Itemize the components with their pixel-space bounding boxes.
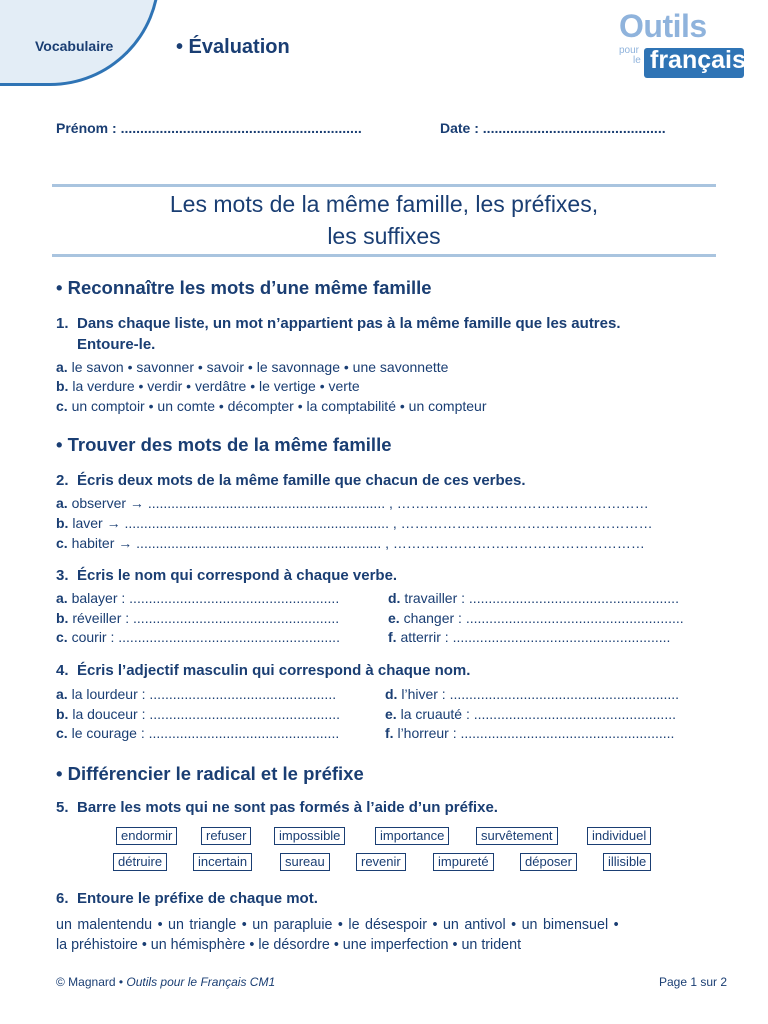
item-text: atterrir : ........................................................: [400, 629, 671, 645]
item-text: travailler : ......................................................: [404, 590, 679, 606]
q6-line-1[interactable]: un malentendu • un triangle • un parapluie • le désespoir • un antivol • un bimensuel •: [56, 917, 619, 933]
question-number: 4.: [56, 662, 69, 679]
word-box[interactable]: sureau: [280, 853, 330, 871]
q3-item-c[interactable]: [56, 629, 340, 645]
item-label: f.: [388, 629, 397, 645]
outils-pour-le-francais-logo: [617, 10, 747, 80]
footer-page-number: Page 1 sur 2: [659, 975, 728, 989]
question-number: 3.: [56, 567, 69, 584]
item-label: a.: [56, 495, 68, 511]
q1-item-c: [56, 398, 487, 414]
item-text: courir : .........................................................: [71, 629, 340, 645]
date-field[interactable]: Date : ...............................................: [440, 120, 666, 136]
item-text: la cruauté : ....................................................: [400, 706, 676, 722]
item-text: l’horreur : .......................................................: [397, 725, 675, 741]
word-box[interactable]: impureté: [433, 853, 494, 871]
item-label: d.: [388, 590, 401, 606]
logo-francais: français: [650, 46, 746, 74]
section-find-families: • Trouver des mots de la même famille: [56, 434, 392, 455]
section-radical-prefix: • Différencier le radical et le préfixe: [56, 763, 364, 784]
word-box[interactable]: détruire: [113, 853, 167, 871]
item-label: b.: [56, 610, 69, 626]
word-box[interactable]: déposer: [520, 853, 577, 871]
question-2-text: Écris deux mots de la même famille que chacun de ces verbes.: [77, 472, 526, 489]
item-text: la douceur : .................................................: [72, 706, 340, 722]
title-rule-top: [52, 184, 716, 187]
item-text: habiter → ............................................................... , ………………………………………………: [71, 535, 645, 551]
word-box[interactable]: refuser: [201, 827, 251, 845]
q4-item-c[interactable]: [56, 725, 339, 741]
q3-item-f[interactable]: [388, 629, 670, 645]
item-text: la verdure • verdir • verdâtre • le vertige • verte: [72, 378, 360, 394]
question-number: 1.: [56, 315, 69, 332]
item-label: a.: [56, 686, 68, 702]
q3-item-b[interactable]: [56, 610, 339, 626]
q2-item-a[interactable]: [56, 495, 649, 511]
word-box[interactable]: illisible: [603, 853, 651, 871]
section-recognize-families: • Reconnaître les mots d’une même famille: [56, 277, 432, 298]
item-text: laver → .................................................................... , ………………………………………………: [72, 515, 653, 531]
item-label: a.: [56, 359, 68, 375]
question-6-heading: [56, 890, 318, 907]
question-2-heading: [56, 472, 526, 489]
item-label: e.: [385, 706, 397, 722]
footer-copyright: [56, 975, 275, 989]
q4-item-a[interactable]: [56, 686, 336, 702]
question-6-text: Entoure le préfixe de chaque mot.: [77, 890, 318, 907]
word-box[interactable]: survêtement: [476, 827, 558, 845]
item-text: réveiller : .....................................................: [72, 610, 340, 626]
q3-item-e[interactable]: [388, 610, 684, 626]
q3-item-a[interactable]: [56, 590, 339, 606]
item-label: b.: [56, 515, 69, 531]
q2-item-c[interactable]: [56, 535, 645, 551]
word-box[interactable]: importance: [375, 827, 449, 845]
question-number: 5.: [56, 799, 69, 816]
word-box[interactable]: incertain: [193, 853, 252, 871]
question-3-text: Écris le nom qui correspond à chaque verbe.: [77, 567, 398, 584]
q6-line-2[interactable]: la préhistoire • un hémisphère • le désordre • une imperfection • un trident: [56, 937, 522, 953]
question-number: 6.: [56, 890, 69, 907]
item-label: a.: [56, 590, 68, 606]
question-number: 2.: [56, 472, 69, 489]
item-text: le courage : .................................................: [71, 725, 340, 741]
word-box[interactable]: individuel: [587, 827, 651, 845]
tab-label: Vocabulaire: [35, 38, 114, 54]
logo-pour: pour: [619, 45, 640, 56]
q2-item-b[interactable]: [56, 515, 653, 531]
word-box[interactable]: endormir: [116, 827, 177, 845]
item-label: e.: [388, 610, 400, 626]
logo-le: le: [633, 55, 641, 66]
item-label: c.: [56, 535, 68, 551]
question-4-text: Écris l’adjectif masculin qui correspond à chaque nom.: [77, 662, 471, 679]
item-text: balayer : ......................................................: [71, 590, 340, 606]
question-4-heading: [56, 662, 470, 679]
q4-item-d[interactable]: [385, 686, 679, 702]
item-label: d.: [385, 686, 398, 702]
item-text: le savon • savonner • savoir • le savonnage • une savonnette: [71, 359, 449, 375]
q4-item-e[interactable]: [385, 706, 676, 722]
footer-publisher: © Magnard •: [56, 975, 127, 989]
footer-book-title: Outils pour le Français CM1: [126, 975, 276, 989]
item-label: b.: [56, 378, 69, 394]
item-label: c.: [56, 629, 68, 645]
main-title-line2: les suffixes: [327, 223, 441, 249]
item-text: un comptoir • un comte • décompter • la comptabilité • un compteur: [71, 398, 487, 414]
word-box[interactable]: revenir: [356, 853, 406, 871]
logo-outils: Outils: [619, 8, 707, 44]
item-label: b.: [56, 706, 69, 722]
question-1-text-continued: Entoure-le.: [77, 336, 156, 353]
item-label: c.: [56, 725, 68, 741]
item-text: la lourdeur : ................................................: [71, 686, 337, 702]
question-1-text: Dans chaque liste, un mot n’appartient pas à la même famille que les autres.: [77, 315, 621, 332]
main-title-line1: Les mots de la même famille, les préfixes,: [169, 191, 599, 217]
item-text: changer : ........................................................: [403, 610, 684, 626]
item-text: l’hiver : ...........................................................: [401, 686, 680, 702]
question-3-heading: [56, 567, 397, 584]
question-5-heading: [56, 799, 498, 816]
question-5-text: Barre les mots qui ne sont pas formés à l’aide d’un préfixe.: [77, 799, 498, 816]
prenom-field[interactable]: Prénom : ..............................................................: [56, 120, 362, 136]
q4-item-b[interactable]: [56, 706, 340, 722]
title-rule-bottom: [52, 254, 716, 257]
item-label: f.: [385, 725, 394, 741]
word-box[interactable]: impossible: [274, 827, 345, 845]
q3-item-d[interactable]: [388, 590, 679, 606]
q4-item-f[interactable]: [385, 725, 674, 741]
item-label: c.: [56, 398, 68, 414]
q1-item-b: [56, 378, 360, 394]
question-1-heading: [56, 315, 621, 332]
page-header-title: • Évaluation: [176, 36, 290, 58]
item-text: observer → ............................................................. , ………………………………………………: [71, 495, 649, 511]
q1-item-a: [56, 359, 448, 375]
